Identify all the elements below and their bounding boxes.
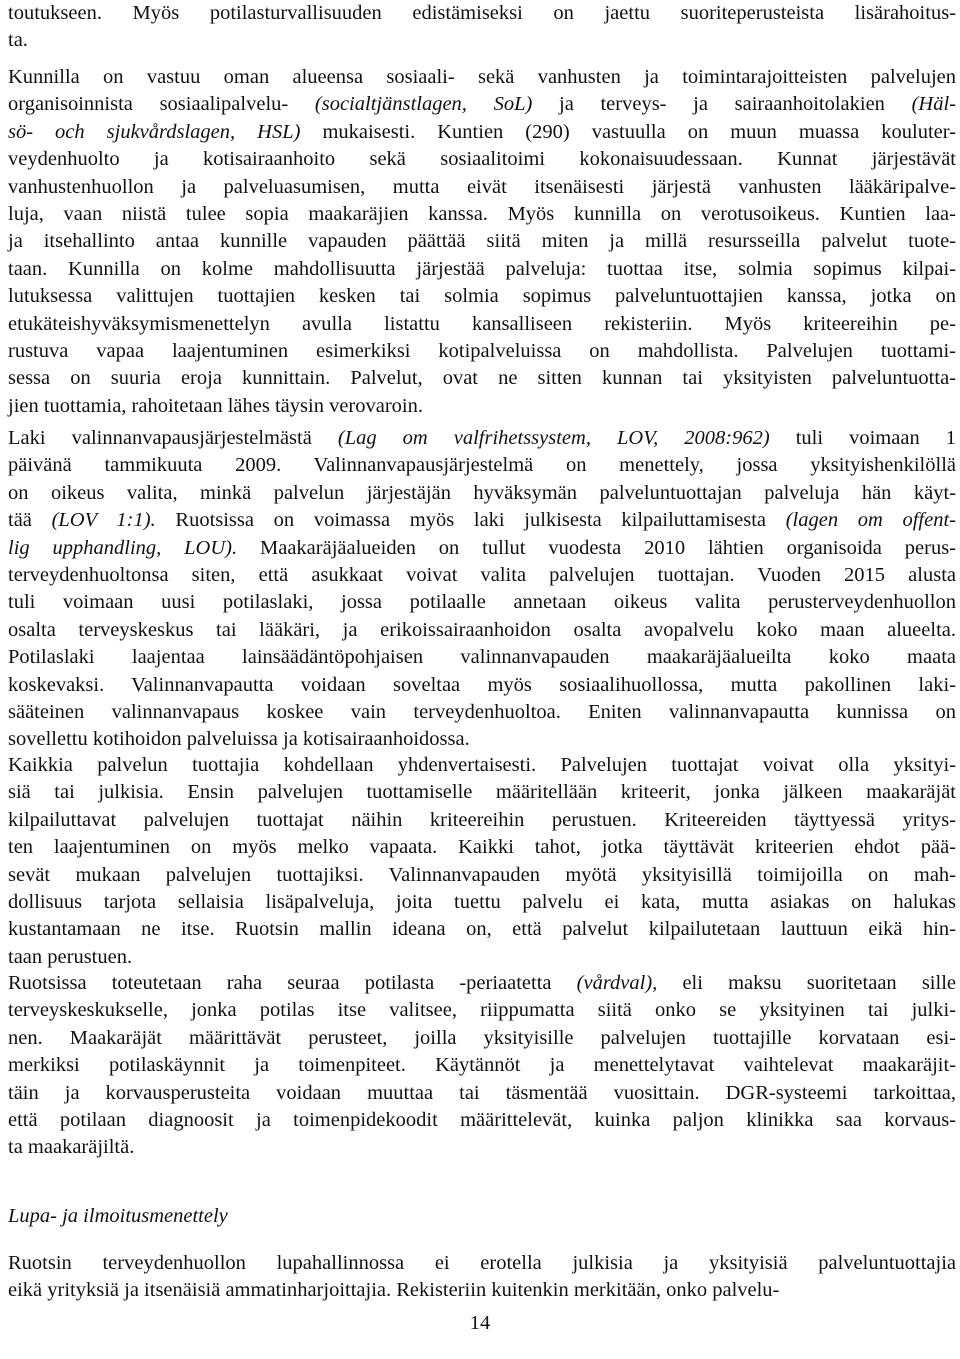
text-line <box>8 779 956 806</box>
italic-text: (Häl- <box>911 93 956 116</box>
text-line <box>8 916 956 943</box>
text-segment: dollisuus tarjota sellaisia lisäpalveluja, joita tuettu palvelu ei kata, mutta asiakas on halukas <box>8 891 956 914</box>
paragraph <box>8 752 956 971</box>
text-segment: että potilaan diagnoosit ja toimenpidekoodit määrittelevät, kuinka paljon klinikka saa korvaus- <box>8 1109 956 1132</box>
text-segment: Potilaslaki laajentaa lainsäädäntöpohjaisen valinnanvapauden maakaräjäalueilta koko maata <box>8 646 956 669</box>
text-line <box>8 0 956 27</box>
text-line <box>8 699 956 726</box>
text-segment: jien tuottamia, rahoitetaan lähes täysin verovaroin. <box>8 394 423 417</box>
text-segment: siä tai julkisia. Ensin palvelujen tuottamiselle määritellään kriteerit, jonka jälkeen maakaräjät <box>8 781 956 804</box>
text-line <box>8 452 956 479</box>
text-line <box>8 174 956 201</box>
text-line <box>8 1080 956 1107</box>
text-line <box>8 311 956 338</box>
text-segment: toutukseen. Myös potilasturvallisuuden edistämiseksi on jaettu suoriteperusteista lisärahoitus- <box>8 2 956 24</box>
text-segment: ta. <box>8 29 28 52</box>
text-line <box>8 944 956 971</box>
text-segment: organisoinnista sosiaalipalvelu- <box>8 93 315 116</box>
text-line <box>8 119 956 146</box>
text-segment: taan. Kunnilla on kolme mahdollisuutta järjestää palveluja: tuottaa itse, solmia sopimus kilpai- <box>8 257 956 280</box>
text-line <box>8 228 956 255</box>
text-line <box>8 393 956 420</box>
text-segment: ja itsehallinto antaa kunnille vapauden päättää siitä miten ja millä resursseilla palvelut tuote- <box>8 230 956 253</box>
text-line <box>8 27 956 54</box>
text-line <box>8 425 956 452</box>
italic-text: (vårdval), <box>576 972 658 994</box>
text-line <box>8 201 956 228</box>
text-line <box>8 562 956 589</box>
text-segment: koskevaksi. Valinnanvapautta voidaan soveltaa myös sosiaalihuollossa, mutta pakollinen laki- <box>8 673 956 696</box>
text-segment: etukäteishyväksymismenettelyn avulla listattu kansalliseen rekisteriin. Myös kriteereihin pe- <box>8 312 956 335</box>
text-line <box>8 365 956 392</box>
text-segment: vanhustenhuollon ja palveluasumisen, mutta eivät itsenäisesti järjestä vanhusten lääkäripalve- <box>8 175 956 198</box>
text-segment: kustantamaan ne itse. Ruotsin mallin ideana on, että palvelut kilpailutetaan lauttuun eikä hin- <box>8 918 956 941</box>
text-segment: terveyskeskukselle, jonka potilas itse valitsee, riippumatta siitä onko se yksityinen tai julki- <box>8 999 956 1022</box>
text-segment: osalta terveyskeskus tai lääkäri, ja erikoissairaanhoidon osalta avopalvelu koko maan alueelta. <box>8 618 956 641</box>
text-segment: täin ja korvausperusteita voidaan muuttaa tai täsmentää vuosittain. DGR-systeemi tarkoittaa, <box>8 1081 956 1104</box>
text-line <box>8 507 956 534</box>
italic-text: (LOV 1:1). <box>51 509 156 532</box>
italic-text: (lagen om offent- <box>785 509 956 532</box>
text-segment: päivänä tammikuuta 2009. Valinnanvapausjärjestelmä on menettely, jossa yksityishenkilöllä <box>8 454 956 477</box>
text-line: Ruotsin terveydenhuollon lupahallinnossa ei erotella julkisia ja yksityisiä palveluntuottajia <box>8 1252 956 1274</box>
text-line <box>8 862 956 889</box>
text-line <box>8 91 956 118</box>
text-line <box>8 535 956 562</box>
text-segment: Maakaräjäalueiden on tullut vuodesta 2010 lähtien organisoida perus- <box>237 536 956 559</box>
text-segment: on oikeus valita, minkä palvelun järjestäjän hyväksymän palveluntuottajan palveluja hän käyt- <box>8 481 956 504</box>
text-segment: sessa on suuria eroja kunnittain. Palvelut, ovat ne sitten kunnan tai yksityisten palveluntuotta- <box>8 367 956 390</box>
text-segment: merkiksi potilaskäynnit ja toimenpiteet. Käytännöt ja menettelytavat vaihtelevat maakaräjit- <box>8 1054 956 1077</box>
text-segment: tää <box>8 509 52 532</box>
paragraph <box>8 425 956 754</box>
paragraph <box>8 64 956 420</box>
text-line <box>8 889 956 916</box>
text-segment: nen. Maakaräjät määrittävät perusteet, joilla yksityisille palvelujen tuottajille korvataan esi- <box>8 1026 956 1049</box>
text-line <box>8 807 956 834</box>
text-segment: taan perustuen. <box>8 945 133 968</box>
text-line <box>8 617 956 644</box>
paragraph <box>8 0 956 55</box>
italic-text: sö- och sjukvårdslagen, HSL) <box>8 120 301 143</box>
text-segment: ten laajentuminen on myös melko vapaata. Kaikki tahot, jotka täyttävät kriteerien ehdot pää- <box>8 836 956 859</box>
text-line <box>8 1107 956 1134</box>
text-line <box>8 644 956 671</box>
text-line <box>8 256 956 283</box>
text-segment: sevät mukaan palvelujen tuottajiksi. Valinnanvapauden myötä yksityisillä toimijoilla on mah- <box>8 863 956 886</box>
text-line <box>8 283 956 310</box>
page-number: 14 <box>469 1312 491 1334</box>
text-segment: rustuva vapaa laajentuminen esimerkiksi kotipalveluissa on mahdollista. Palvelujen tuottami- <box>8 340 956 363</box>
text-segment: Laki valinnanvapausjärjestelmästä <box>8 427 338 449</box>
section-heading: Lupa- ja ilmoitusmenettely <box>8 1205 228 1227</box>
text-line <box>8 726 956 753</box>
text-segment: Ruotsissa on voimassa myös laki julkisesta kilpailuttamisesta <box>155 509 786 532</box>
text-segment: kilpailuttavat palvelujen tuottajat näihin kriteereihin perustuen. Kriteereiden täyttyessä yritys- <box>8 808 956 831</box>
italic-text: (Lag om valfrihetssystem, LOV, 2008:962) <box>337 427 770 449</box>
text-segment: Kunnilla on vastuu oman alueensa sosiaali- sekä vanhusten ja toimintarajoitteisten palvelujen <box>8 66 956 88</box>
text-line <box>8 997 956 1024</box>
text-segment: luja, vaan niistä tulee sopia maakaräjien kanssa. Myös kunnilla on verotusoikeus. Kuntien laa- <box>8 203 956 226</box>
section-heading-block <box>8 1203 956 1230</box>
text-segment: mukaisesti. Kuntien (290) vastuulla on muun muassa kouluter- <box>300 120 956 143</box>
paragraph-last <box>8 1250 956 1305</box>
text-segment: tuli voimaan 1 <box>769 427 956 449</box>
paragraph <box>8 970 956 1162</box>
text-line <box>8 480 956 507</box>
text-segment: sovellettu kotihoidon palveluissa ja kotisairaanhoidossa. <box>8 728 470 751</box>
text-line <box>8 970 956 997</box>
text-segment: tuli voimaan uusi potilaslaki, jossa potilaalle annetaan oikeus valita perusterveydenhuollon <box>8 591 956 614</box>
text-line <box>8 752 956 779</box>
text-segment: ja terveys- ja sairaanhoitolakien <box>532 93 912 116</box>
text-segment: ta maakaräjiltä. <box>8 1136 135 1159</box>
text-line <box>8 1025 956 1052</box>
text-segment: terveydenhuoltonsa siten, että asukkaat voivat valita palvelujen tuottajan. Vuoden 2015 alusta <box>8 564 956 587</box>
italic-text: lig upphandling, LOU). <box>8 536 238 559</box>
text-line <box>8 64 956 91</box>
text-line <box>8 589 956 616</box>
text-line <box>8 1134 956 1161</box>
text-line <box>8 1052 956 1079</box>
text-segment: sääteinen valinnanvapaus koskee vain terveydenhuoltoa. Eniten valinnanvapautta kunnissa on <box>8 701 956 724</box>
text-line <box>8 146 956 173</box>
text-segment: eli maksu suoritetaan sille <box>657 972 956 994</box>
text-line <box>8 338 956 365</box>
text-segment: veydenhuolto ja kotisairaanhoito sekä sosiaalitoimi kokonaisuudessaan. Kunnat järjestävät <box>8 148 956 171</box>
text-line <box>8 672 956 699</box>
italic-text: (socialtjänstlagen, SoL) <box>314 93 533 116</box>
text-segment: Ruotsissa toteutetaan raha seuraa potilasta -periaatetta <box>8 972 577 994</box>
text-segment: lutuksessa valittujen tuottajien kesken tai solmia sopimus palveluntuottajien kanssa, jotka on <box>8 285 956 308</box>
text-line: eikä yrityksiä ja itsenäisiä ammatinharjoittajia. Rekisteriin kuitenkin merkitään, onko palvelu- <box>8 1279 780 1302</box>
text-line <box>8 834 956 861</box>
text-segment: Kaikkia palvelun tuottajia kohdellaan yhdenvertaisesti. Palvelujen tuottajat voivat olla yksityi- <box>8 754 956 776</box>
